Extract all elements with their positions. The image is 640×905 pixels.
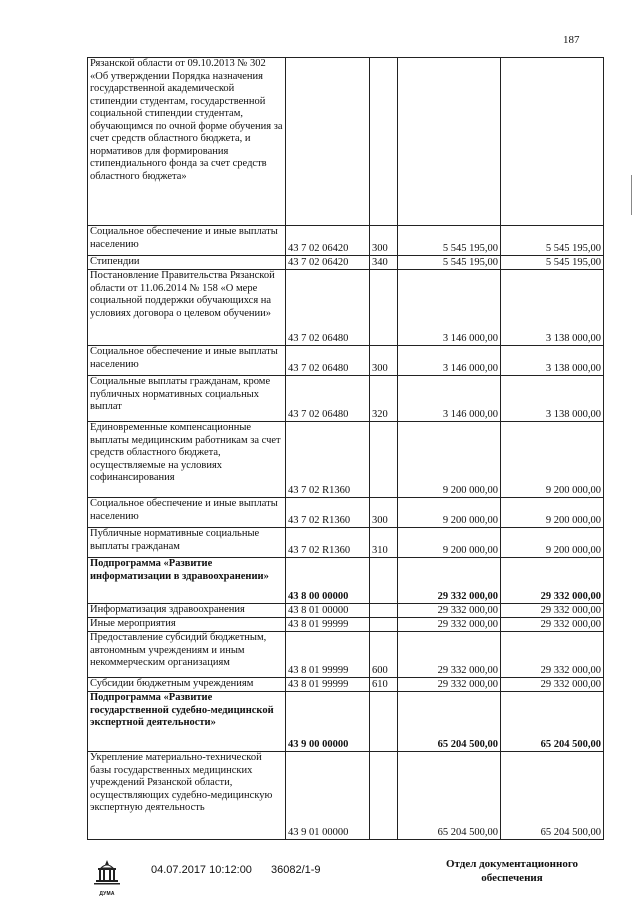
row-code: 43 7 02 06480 (286, 346, 370, 376)
row-vr: 600 (370, 632, 398, 678)
table-row (88, 752, 604, 840)
row-sum2: 9 200 000,00 (501, 498, 604, 528)
row-code: 43 7 02 06420 (286, 226, 370, 256)
row-vr: 300 (370, 498, 398, 528)
row-sum2 (501, 58, 604, 226)
row-sum2: 9 200 000,00 (501, 528, 604, 558)
table-row (88, 346, 604, 376)
row-sum1: 29 332 000,00 (398, 632, 501, 678)
row-sum2: 5 545 195,00 (501, 226, 604, 256)
budget-table-body (88, 58, 604, 840)
row-sum2: 29 332 000,00 (501, 632, 604, 678)
row-sum1: 29 332 000,00 (398, 618, 501, 632)
row-code: 43 7 02 06480 (286, 376, 370, 422)
table-row (88, 558, 604, 604)
logo-caption: ДУМА (99, 891, 115, 897)
table-row (88, 226, 604, 256)
row-code (286, 58, 370, 226)
row-sum1: 29 332 000,00 (398, 678, 501, 692)
row-sum1: 3 146 000,00 (398, 346, 501, 376)
table-row (88, 678, 604, 692)
footer-department (432, 857, 592, 885)
row-sum1: 65 204 500,00 (398, 692, 501, 752)
table-row (88, 498, 604, 528)
row-code: 43 7 02 R1360 (286, 528, 370, 558)
row-vr: 340 (370, 256, 398, 270)
row-code: 43 8 01 99999 (286, 632, 370, 678)
table-row (88, 528, 604, 558)
row-name: Стипендии (88, 256, 286, 270)
row-sum2: 29 332 000,00 (501, 618, 604, 632)
row-vr (370, 604, 398, 618)
row-name: Публичные нормативные социальные выплаты гражданам (88, 528, 286, 558)
row-sum1: 9 200 000,00 (398, 528, 501, 558)
row-code: 43 8 01 00000 (286, 604, 370, 618)
footer-dept-line2: обеспечения (481, 872, 543, 884)
row-name: Социальное обеспечение и иные выплаты населению (88, 346, 286, 376)
row-code: 43 9 00 00000 (286, 692, 370, 752)
row-name: Иные мероприятия (88, 618, 286, 632)
row-vr: 610 (370, 678, 398, 692)
row-sum1: 3 146 000,00 (398, 270, 501, 346)
margin-mark (631, 175, 638, 215)
row-name: Информатизация здравоохранения (88, 604, 286, 618)
table-row (88, 256, 604, 270)
row-name: Подпрограмма «Развитие государственной судебно-медицинской экспертной деятельности» (88, 692, 286, 752)
row-sum2: 3 138 000,00 (501, 346, 604, 376)
table-row (88, 58, 604, 226)
row-vr: 320 (370, 376, 398, 422)
table-row (88, 376, 604, 422)
row-vr: 310 (370, 528, 398, 558)
row-name: Единовременные компенсационные выплаты медицинским работникам за счет средств областного бюджета, осуществляемые на условиях софинансирования (88, 422, 286, 498)
table-row (88, 632, 604, 678)
row-vr (370, 752, 398, 840)
row-sum2: 3 138 000,00 (501, 270, 604, 346)
row-sum2: 65 204 500,00 (501, 752, 604, 840)
row-sum1: 9 200 000,00 (398, 498, 501, 528)
row-vr: 300 (370, 226, 398, 256)
footer-doc-number: 36082/1-9 (271, 864, 321, 876)
row-vr (370, 692, 398, 752)
row-vr: 300 (370, 346, 398, 376)
row-name: Предоставление субсидий бюджетным, автономным учреждениям и иным некоммерческим организациям (88, 632, 286, 678)
row-name: Социальные выплаты гражданам, кроме публичных нормативных социальных выплат (88, 376, 286, 422)
row-sum2: 29 332 000,00 (501, 604, 604, 618)
table-row (88, 692, 604, 752)
row-name: Социальное обеспечение и иные выплаты населению (88, 226, 286, 256)
row-sum2: 5 545 195,00 (501, 256, 604, 270)
table-row (88, 604, 604, 618)
table-row (88, 618, 604, 632)
footer-dept-line1: Отдел документационного (445, 858, 579, 870)
row-code: 43 8 01 99999 (286, 678, 370, 692)
row-code: 43 7 02 06480 (286, 270, 370, 346)
row-name: Субсидии бюджетным учреждениям (88, 678, 286, 692)
row-sum1: 65 204 500,00 (398, 752, 501, 840)
row-code: 43 7 02 R1360 (286, 422, 370, 498)
row-sum2: 65 204 500,00 (501, 692, 604, 752)
row-name: Укрепление материально-технической базы государственных медицинских учреждений Рязанской области, осуществляющих судебно-медицинскую экспертную деятельность (88, 752, 286, 840)
row-sum1: 5 545 195,00 (398, 256, 501, 270)
row-sum1: 9 200 000,00 (398, 422, 501, 498)
row-sum1: 5 545 195,00 (398, 226, 501, 256)
row-name: Подпрограмма «Развитие информатизации в здравоохранении» (88, 558, 286, 604)
budget-table (87, 57, 604, 840)
row-sum2: 9 200 000,00 (501, 422, 604, 498)
row-vr (370, 558, 398, 604)
table-row (88, 422, 604, 498)
row-sum1: 29 332 000,00 (398, 604, 501, 618)
row-sum1 (398, 58, 501, 226)
row-code: 43 7 02 06420 (286, 256, 370, 270)
row-name: Социальное обеспечение и иные выплаты населению (88, 498, 286, 528)
row-sum2: 3 138 000,00 (501, 376, 604, 422)
building-emblem-icon (92, 858, 122, 886)
row-code: 43 8 01 99999 (286, 618, 370, 632)
duma-logo (92, 858, 122, 897)
row-code: 43 8 00 00000 (286, 558, 370, 604)
row-sum2: 29 332 000,00 (501, 558, 604, 604)
row-vr (370, 58, 398, 226)
row-code: 43 7 02 R1360 (286, 498, 370, 528)
footer-datetime: 04.07.2017 10:12:00 (151, 864, 252, 876)
row-code: 43 9 01 00000 (286, 752, 370, 840)
row-sum1: 3 146 000,00 (398, 376, 501, 422)
row-name: Постановление Правительства Рязанской области от 11.06.2014 № 158 «О мере социальной поддержки обучающихся на условиях договора о целевом обучении» (88, 270, 286, 346)
row-vr (370, 422, 398, 498)
page-number: 187 (563, 34, 580, 46)
row-vr (370, 270, 398, 346)
row-name: Рязанской области от 09.10.2013 № 302 «Об утверждении Порядка назначения государственной академической стипендии студентам, государственной социальной стипендии студентам, обучающимся по очной форме обучения за счет средств областного бюджета, и нормативов для формирования стипендиального фонда за счет средств областного бюджета» (88, 58, 286, 226)
table-row (88, 270, 604, 346)
row-vr (370, 618, 398, 632)
row-sum1: 29 332 000,00 (398, 558, 501, 604)
row-sum2: 29 332 000,00 (501, 678, 604, 692)
